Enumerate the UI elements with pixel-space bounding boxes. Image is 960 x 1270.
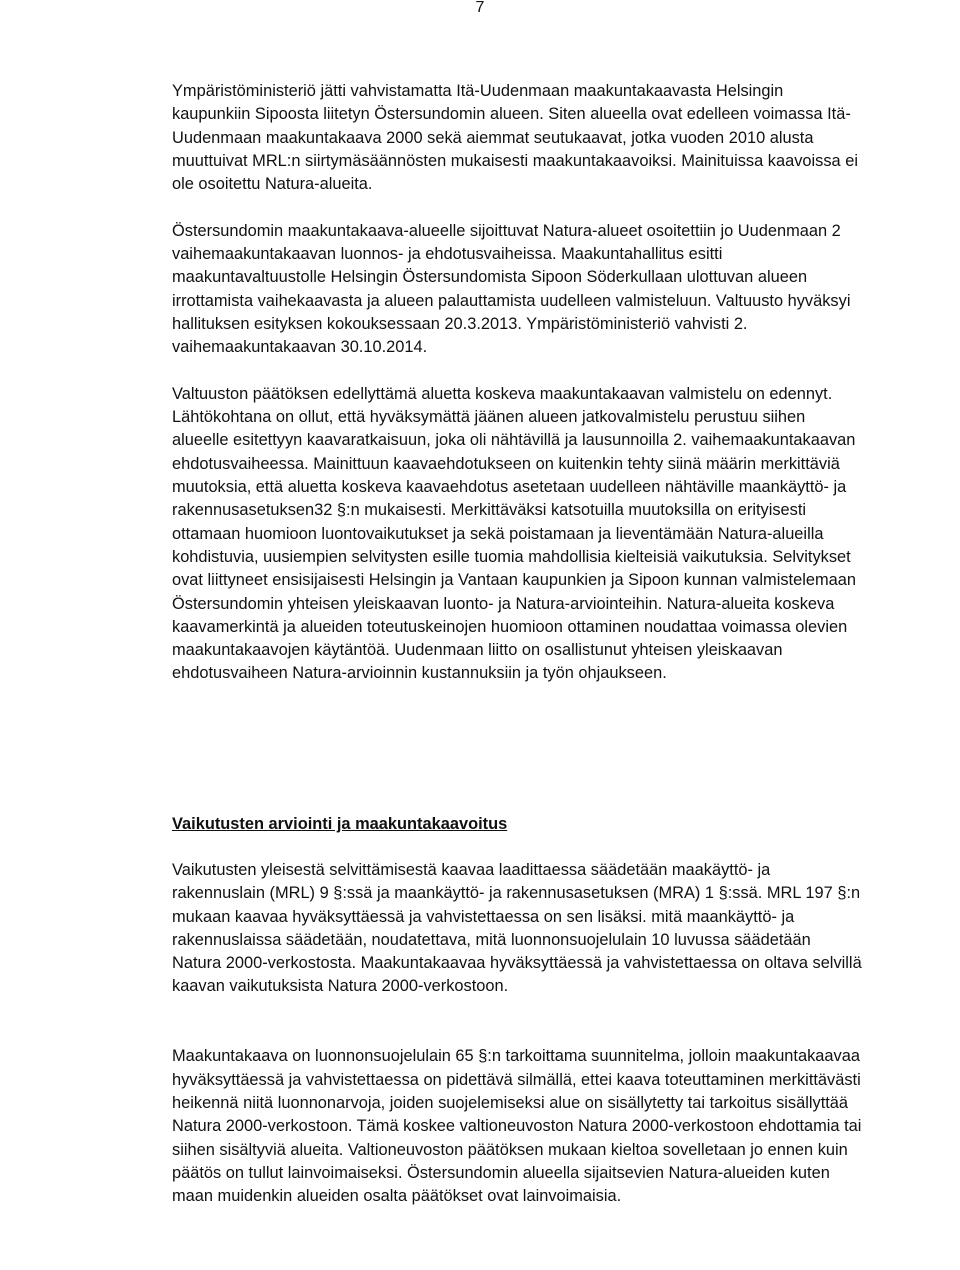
body-text — [172, 80, 862, 686]
page-number: 7 — [475, 0, 485, 16]
section-heading: Vaikutusten arviointi ja maakuntakaavoitus — [172, 815, 508, 833]
section-body — [172, 859, 862, 1208]
paragraph: Ympäristöministeriö jätti vahvistamatta Itä-Uudenmaan maakuntakaavasta Helsingin kaupunkiin Sipoosta liitetyn Östersundomin alueen. Siten alueella ovat edelleen voimassa Itä-Uudenmaan maakuntakaava 2000 sekä aiemmat seutukaavat, jotka vuoden 2010 alusta muuttuivat MRL:n siirtymäsäännösten mukaisesti maakuntakaavoiksi. Mainituissa kaavoissa ei ole osoitettu Natura-alueita. — [172, 82, 858, 194]
paragraph: Valtuuston päätöksen edellyttämä aluetta koskeva maakuntakaavan valmistelu on edennyt. Lähtökohtana on ollut, että hyväksymättä jäänen alueen jatkovalmistelu perustuu siihen alueelle esitettyyn kaavaratkaisuun, joka oli nähtävillä ja lausunnoilla 2. vaihemaakuntakaavan ehdotusvaiheessa. Mainittuun kaavaehdotukseen on kuitenkin tehty siinä määrin merkittäviä muutoksia, että aluetta koskeva kaavaehdotus asetetaan uudelleen nähtäville maankäyttö- ja rakennusasetuksen32 §:n mukaisesti. Merkittäväksi katsotuilla muutoksilla on erityisesti ottamaan huomioon luontovaikutukset ja sekä poistamaan ja lieventämään Natura-alueilla kohdistuvia, uusiempien selvitysten esille tuomia mahdollisia kielteisiä vaikutuksia. Selvitykset ovat liittyneet ensisijaisesti Helsingin ja Vantaan kaupunkien ja Sipoon kunnan valmistelemaan Östersundomin yhteisen yleiskaavan luonto- ja Natura-arviointeihin. Natura-alueita koskeva kaavamerkintä ja alueiden toteutuskeinojen huomioon ottaminen noudattaa voimassa olevien maakuntakaavojen käytäntöä. Uudenmaan liitto on osallistunut yhteisen yleiskaavan ehdotusvaiheen Natura-arvioinnin kustannuksiin ja työn ohjaukseen. — [172, 384, 856, 683]
paragraph: Vaikutusten yleisestä selvittämisestä kaavaa laadittaessa säädetään maakäyttö- ja rakennuslain (MRL) 9 §:ssä ja maankäyttö- ja rakennusasetuksen (MRA) 1 §:ssä. MRL 197 §:n mukaan kaavaa hyväksyttäessä ja vahvistettaessa on sen lisäksi. mitä maankäyttö- ja rakennuslaissa säädetään, noudatettava, mitä luonnonsuojelulain 10 luvussa säädetään Natura 2000-verkostosta. Maakuntakaavaa hyväksyttäessä ja vahvistettaessa on oltava selvillä kaavan vaikutuksista Natura 2000-verkostoon. — [172, 861, 862, 996]
paragraph: Östersundomin maakuntakaava-alueelle sijoittuvat Natura-alueet osoitettiin jo Uudenmaan 2 vaihemaakuntakaavan luonnos- ja ehdotusvaiheissa. Maakuntahallitus esitti maakuntavaltuustolle Helsingin Östersundomista Sipoon Söderkullaan ulottuvan alueen irrottamista vaihekaavasta ja alueen palauttamista uudelleen valmisteluun. Valtuusto hyväksyi hallituksen esityksen kokouksessaan 20.3.2013. Ympäristöministeriö vahvisti 2. vaihemaakuntakaavan 30.10.2014. — [172, 221, 851, 357]
paragraph: Maakuntakaava on luonnonsuojelulain 65 §:n tarkoittama suunnitelma, jolloin maakuntakaavaa hyväksyttäessä ja vahvistettaessa on pidettävä silmällä, ettei kaava toteuttaminen merkittävästi heikennä niitä luonnonarvoja, joiden suojelemiseksi alue on sisällytetty tai tarkoitus sisällyttää Natura 2000-verkostoon. Tämä koskee valtioneuvoston Natura 2000-verkostoon ehdottamia tai siihen sisältyviä alueita. Valtioneuvoston päätöksen mukaan kieltoa sovelletaan jo ennen kuin päätös on tullut lainvoimaiseksi. Östersundomin alueella sijaitsevien Natura-alueiden kuten maan muidenkin alueiden osalta päätökset ovat lainvoimaisia. — [172, 1047, 862, 1206]
